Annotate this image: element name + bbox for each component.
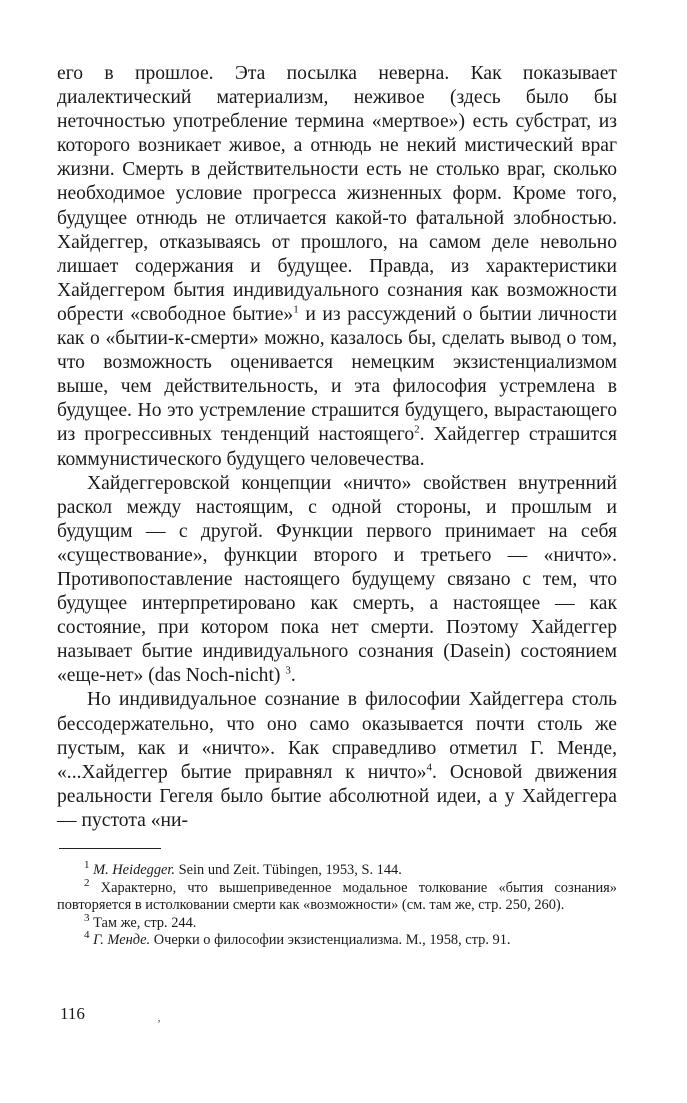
footnote-ref-2: 2 <box>414 423 420 436</box>
page-number: 116 <box>60 1004 85 1023</box>
footnote-ref-1: 1 <box>293 303 299 316</box>
paragraph-3-text-b: . Основой движения реальности Гегеля было бытие абсолютной идеи, а у Хайдеггера — пустота «ни- <box>57 761 617 831</box>
paragraph-1-text-b: и из рассуждений о бытии личности как о «бытии-к-смерти» можно, казалось бы, сделать вывод о том, что возможность оценивается немецким экзистенциализмом выше, чем действительность, и эта философия устремлена в будущее. Но это устремление страшится будущего, вырастающего из прогрессивных тенденций настоящего <box>57 303 618 446</box>
footnote-2 <box>57 876 617 915</box>
stray-mark: ‚ <box>157 1010 161 1024</box>
footnote-4-author: Г. Менде. <box>93 932 151 949</box>
footnote-3-text: Там же, стр. 244. <box>89 914 197 931</box>
footnote-1-author: M. Heidegger. <box>93 862 176 878</box>
footnote-4 <box>57 929 617 950</box>
footnote-1 <box>57 859 617 880</box>
paragraph-1-text-a: его в прошлое. Эта посылка неверна. Как показывает диалектический материализм, неживое (здесь было бы неточностью употребление термина «мертвое») есть субстрат, из которого возникает живое, а отнюдь не некий мистический враг жизни. Смерть в действительности есть не столько враг, сколько необходимое условие прогресса жизненных форм. Кроме того, будущее отнюдь не отличается какой-то фатальной злобностью. Хайдеггер, отказываясь от прошлого, на самом деле невольно лишает содержания и будущее. Правда, из характеристики Хайдеггером бытия индивидуального сознания как возможности обрести «свободное бытие» <box>57 63 617 325</box>
paragraph-2-text-b: . <box>290 665 296 687</box>
footnote-3 <box>57 911 617 933</box>
footnote-1-number: 1 <box>84 859 90 872</box>
paragraph-3-text-a: Но индивидуальное сознание в философии Хайдеггера столь бессодержательно, что оно само оказывается почти столь же пустым, как и «ничто». Как справедливо отметил Г. Менде, «...Хайдеггер бытие приравнял к ничто» <box>57 689 617 783</box>
paragraph-2 <box>57 472 617 689</box>
footnote-4-text: Очерки о философии экзистенциализма. М., 1958, стр. 91. <box>150 932 511 949</box>
footnote-1-text: Sein und Zeit. Tübingen, 1953, S. 144. <box>175 862 402 878</box>
footnote-divider <box>59 848 161 849</box>
footnote-2-number: 2 <box>84 876 90 889</box>
footnote-3-number: 3 <box>84 911 90 924</box>
paragraph-1 <box>57 62 617 472</box>
footnote-ref-3: 3 <box>285 664 291 677</box>
footnote-2-text: Характерно, что вышеприведенное модальное толкование «бытия сознания» повторяется в истолковании смерти как «возможности» (см. там же, стр. 250, 260). <box>57 879 617 914</box>
page-body <box>57 62 617 950</box>
paragraph-1-text-c: . Хайдеггер страшится коммунистического будущего человечества. <box>57 424 618 470</box>
paragraph-3 <box>57 688 617 833</box>
footnote-4-number: 4 <box>84 929 90 942</box>
footnote-ref-4: 4 <box>426 761 432 774</box>
paragraph-2-text-a: Хайдеггеровской концепции «ничто» свойствен внутренний раскол между настоящим, с одной стороны, и прошлым и будущим — с другой. Функции первого принимает на себя «существование», функции второго и третьего — «ничто». Противопоставление настоящего будущему связано с тем, что будущее интерпретировано как смерть, а настоящее — как состояние, при котором пока нет смерти. Поэтому Хайдеггер называет бытие индивидуального сознания (Dasein) состоянием «еще-нет» (das Noch-nicht) <box>57 472 617 687</box>
footnotes <box>57 859 617 950</box>
